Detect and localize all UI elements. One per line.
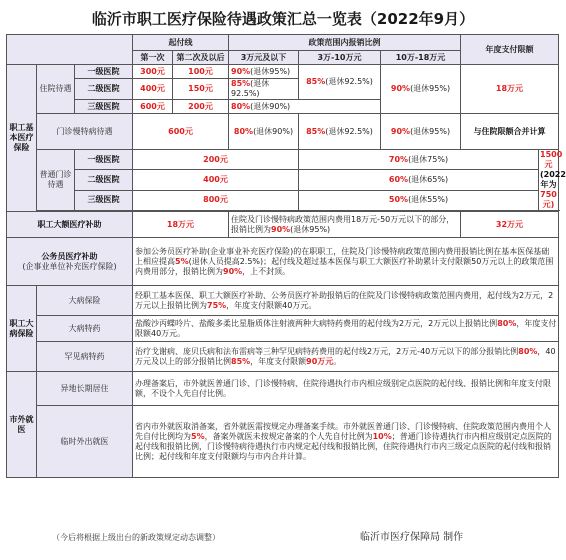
inpatient-first-1: 300元 (133, 65, 173, 79)
outpatient-level-3: 三级医院 (75, 190, 133, 210)
remote-label: 异地长期居住 (37, 372, 133, 406)
outpatient-ratio-3: 50%(退休55%) (299, 190, 539, 210)
inpatient-ratio-3: 80%(退休90%) (229, 100, 381, 114)
outpatient-ratio-2: 60%(退休65%) (299, 170, 539, 190)
civil-text: 参加公务员医疗补助(企业事业补充医疗保险)的在职职工，住院及门诊慢特病政策范围内费用报销比例在基本医保基础上相应提高5%(退休人员提高2.5%)；起付线及超过基本医保与职工大额医疗补助累计支付限额50万元以上的政策范围内费用部分，报销比例为90%，上不封顶。 (133, 238, 559, 286)
policy-table (6, 34, 566, 478)
header-range-2: 3万-10万元 (299, 51, 381, 65)
chronic-ratio-r1: 80%(退休90%) (229, 114, 299, 150)
big-illness-label: 大病保险 (37, 286, 133, 316)
footer-note: （今后将根据上级出台的新政策规定动态调整） (52, 533, 220, 542)
special-drug-label: 大病特药 (37, 316, 133, 342)
inpatient-level-2: 二级医院 (75, 79, 133, 100)
page-title: 临沂市职工医疗保险待遇政策汇总一览表（2022年9月） (91, 10, 475, 28)
outpatient-ratio-1: 70%(退休75%) (299, 150, 539, 170)
rare-drug-label: 罕见病特药 (37, 342, 133, 372)
header-baoxiao: 政策范围内报销比例 (229, 35, 461, 51)
special-drug-text: 盐酸沙丙蝶呤片、盐酸多柔比星脂质体注射液两种大病特药费用的起付线为2万元，2万元以上报销比例80%，年度支付限额40万元。 (133, 316, 559, 342)
inpatient-second-1: 100元 (173, 65, 229, 79)
inpatient-ratio-1: 90%(退休95%) (229, 65, 299, 79)
large-label: 职工大额医疗补助 (7, 212, 133, 238)
inpatient-first-2: 400元 (133, 79, 173, 100)
outpatient-level-2: 二级医院 (75, 170, 133, 190)
serious-label: 职工大病保险 (7, 286, 37, 372)
temp-label: 临时外出就医 (37, 406, 133, 478)
chronic-qifu: 600元 (133, 114, 229, 150)
outpatient-level-1: 一级医院 (75, 150, 133, 170)
inpatient-label: 住院待遇 (37, 65, 75, 114)
header-range-3: 10万-18万元 (381, 51, 461, 65)
header-corner (7, 35, 133, 65)
header-range-1: 3万元及以下 (229, 51, 299, 65)
inpatient-limit: 18万元 (461, 65, 559, 114)
outside-label: 市外就医 (7, 372, 37, 478)
inpatient-ratio-r3: 90%(退休95%) (381, 65, 461, 114)
inpatient-second-3: 200元 (173, 100, 229, 114)
remote-text: 办理备案后，市外就医普通门诊、门诊慢特病、住院待遇执行市内相应级别定点医院的起付线、报销比例和年度支付限额，不设个人先自付比例。 (133, 372, 559, 406)
inpatient-level-3: 三级医院 (75, 100, 133, 114)
chronic-ratio-r2: 85%(退休92.5%) (299, 114, 381, 150)
inpatient-second-2: 150元 (173, 79, 229, 100)
temp-text: 省内市外就医取消备案，省外就医需按规定办理备案手续。市外就医普通门诊、门诊慢特病、住院政策范围内费用个人先自付比例均为5%，备案外就医未按规定备案的个人先自付比例为10%；普通门诊待遇执行市内相应级别定点医院的起付线和报销比例，门诊慢特病待遇执行市内规定起付线和报销比例，住院待遇执行市内三级定点医院的起付线和报销比例；起付线和年度支付限额均与市内合并计算。 (133, 406, 559, 478)
chronic-label: 门诊慢特病待遇 (37, 114, 133, 150)
header-second: 第二次及以后 (173, 51, 229, 65)
inpatient-first-3: 600元 (133, 100, 173, 114)
header-niandu: 年度支付限额 (461, 35, 559, 65)
outpatient-limit: 1500元 (2022年为 750元) (540, 150, 566, 209)
basic-insurance-label: 职工基本医疗保险 (7, 65, 37, 212)
chronic-limit: 与住院限额合并计算 (461, 114, 559, 150)
outpatient-qifu-1: 200元 (133, 150, 299, 170)
header-qifuxian: 起付线 (133, 35, 229, 51)
header-first: 第一次 (133, 51, 173, 65)
footer-org: 临沂市医疗保障局 制作 (360, 532, 464, 543)
big-illness-text: 经职工基本医保、职工大额医疗补助、公务员医疗补助报销后的住院及门诊慢特病政策范围内费用，起付线为2万元，2万元以上报销比例为75%，年度支付限额40万元。 (133, 286, 559, 316)
inpatient-level-1: 一级医院 (75, 65, 133, 79)
chronic-ratio-r3: 90%(退休95%) (381, 114, 461, 150)
outpatient-label: 普通门诊待遇 (37, 150, 75, 211)
large-limit: 32万元 (461, 212, 559, 238)
large-qifu: 18万元 (133, 212, 229, 238)
outpatient-qifu-3: 800元 (133, 190, 299, 210)
civil-label: 公务员医疗补助 (企事业单位补充医疗保险) (7, 238, 133, 286)
inpatient-ratio-2: 85%(退休92.5%) (229, 79, 299, 100)
inpatient-ratio-r2: 85%(退休92.5%) (299, 65, 381, 100)
large-text: 住院及门诊慢特病政策范围内费用18万元-50万元以下的部分，报销比例为90%(退休95%) (229, 212, 461, 238)
rare-drug-text: 治疗戈谢病、庞贝氏病和法布雷病等三种罕见病特药费用的起付线2万元，2万元-40万元以下的部分报销比例80%，40万元及以上的部分报销比例85%，年度支付限额90万元。 (133, 342, 559, 372)
outpatient-qifu-2: 400元 (133, 170, 299, 190)
